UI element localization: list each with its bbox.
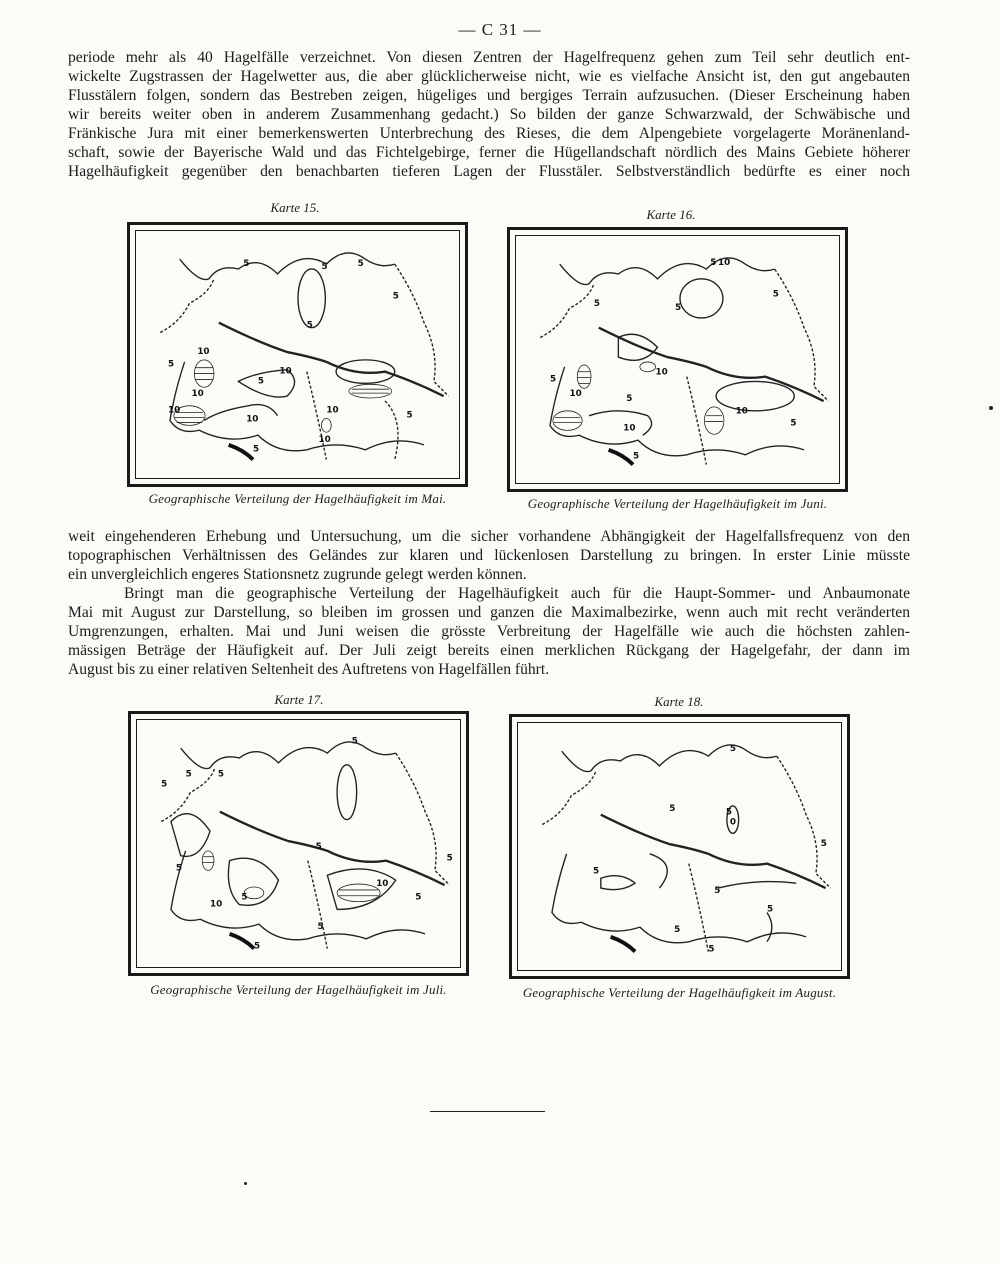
- map-drawing-16: [510, 230, 845, 489]
- map-label: 5: [306, 320, 313, 331]
- map-caption-karte-18: Geographische Verteilung der Hagelhäufigkeit im August.: [522, 985, 837, 1000]
- text-line: Bringt man die geographische Verteilung der Hagelhäufigkeit auch für die Haupt-Sommer- und Anbaumonate: [124, 585, 910, 602]
- map-label: 5: [241, 892, 248, 903]
- map-label: 10: [735, 406, 748, 417]
- map-label: 5: [406, 410, 413, 421]
- text-line: wir bereits weiter oben in anderem Zusammenhang gedacht.) So bilden der ganze Schwarzwald, der Schwäbische und: [68, 106, 910, 123]
- map-label: 5: [168, 359, 175, 370]
- map-label: 5: [790, 418, 797, 429]
- closing-rule: [430, 1111, 545, 1112]
- map-label: 5: [820, 839, 827, 850]
- text-line: periode mehr als 40 Hagelfälle verzeichnet. Von diesen Zentren der Hagelfrequenz gehen zum Teil sehr deutlich ent-: [68, 49, 910, 66]
- text-line: Fränkische Jura mit einer bemerkenswerten Unterbrechung des Rieses, die dem Alpengebiete vorgelagerte Moränenland-: [68, 125, 910, 142]
- map-label: 5: [714, 885, 721, 896]
- map-label: 5: [185, 769, 192, 780]
- map-label: 5: [549, 374, 557, 385]
- text-line: August bis zu einer relativen Seltenheit des Auftretens von Hagelfällen führt.: [68, 661, 550, 678]
- map-title-karte-15: Karte 15.: [270, 200, 320, 215]
- map-label: 5: [351, 736, 358, 747]
- map-label: 5: [175, 863, 182, 874]
- map-label: 10: [623, 423, 636, 434]
- map-caption-karte-16: Geographische Verteilung der Hagelhäufigkeit im Juni.: [527, 496, 828, 511]
- map-label: 5: [253, 444, 260, 455]
- text-line: schaft, sowie der Bayerische Wald und das Fichtelgebirge, ferner die Hügellandschaft nördlich des Mains Gebiete höherer: [68, 144, 910, 161]
- text-line: mässigen Beträge der Häufigkeit auf. Der Juli zeigt bereits einen merklichen Rückgang der Hagelgefahr, der dann im: [68, 642, 910, 659]
- map-label: 5: [633, 451, 640, 462]
- map-label: 10: [718, 258, 731, 269]
- page-number: — C 31 —: [458, 20, 542, 39]
- map-drawing-15: [130, 225, 465, 484]
- map-label: 10: [376, 879, 389, 890]
- text-line: Flusstälern folgen, sondern das Bestreben zeigen, hügeliges und bergiges Terrain aufzusuchen. (Dieser Erscheinung haben: [68, 87, 910, 104]
- map-label: 5: [321, 261, 328, 272]
- map-label: 5: [708, 944, 715, 955]
- map-label: 10: [246, 414, 259, 425]
- map-label: 5: [415, 892, 422, 903]
- map-label: 5: [710, 258, 717, 269]
- map-title-karte-17: Karte 17.: [274, 692, 324, 707]
- map-label: 10: [318, 434, 331, 445]
- map-label: 10: [326, 405, 339, 416]
- map-label: 10: [191, 389, 204, 400]
- map-label: 10: [655, 367, 668, 378]
- map-label: 5: [357, 259, 364, 270]
- map-title-karte-16: Karte 16.: [646, 207, 696, 222]
- map-label: 10: [210, 899, 223, 910]
- map-label: 5: [446, 853, 453, 864]
- map-drawing-18: [512, 717, 847, 976]
- map-label: 5: [766, 904, 774, 915]
- map-karte-15: [127, 222, 468, 487]
- map-label: 0: [729, 817, 736, 828]
- map-label: 5: [725, 807, 733, 818]
- map-label: 5: [243, 259, 250, 270]
- map-label: 10: [569, 389, 582, 400]
- map-caption-karte-15: Geographische Verteilung der Hagelhäufigkeit im Mai.: [148, 491, 447, 506]
- map-label: 5: [674, 925, 681, 936]
- map-label: 5: [669, 803, 676, 814]
- text-line: weit eingehenderen Erhebung und Untersuchung, um die sicher vorhandene Abhängigkeit der Hagelfallsfrequenz von den: [68, 528, 910, 545]
- map-label: 5: [161, 779, 168, 790]
- map-title-karte-18: Karte 18.: [654, 694, 704, 709]
- map-label: 5: [217, 769, 224, 780]
- map-label: 10: [279, 366, 292, 377]
- map-label: 5: [593, 299, 601, 310]
- map-label: 10: [197, 347, 210, 358]
- map-label: 10: [168, 405, 181, 416]
- map-label: 5: [392, 291, 399, 302]
- map-drawing-17: [131, 714, 466, 973]
- speck: [244, 1182, 247, 1185]
- text-line: ein unvergleichlich engeres Stationsnetz zugrunde gelegt werden können.: [68, 566, 527, 583]
- text-line: Mai mit August zur Darstellung, so bleiben im grossen und ganzen die Maximalbezirke, wenn auch mit recht veränderten: [68, 604, 910, 621]
- map-caption-karte-17: Geographische Verteilung der Hagelhäufigkeit im Juli.: [150, 982, 447, 997]
- map-label: 5: [315, 841, 322, 852]
- map-label: 5: [317, 922, 324, 933]
- speck: [989, 406, 993, 410]
- text-line: Hagelhäufigkeit gegenüber den benachbarten tieferen Lagen der Flusstäler. Selbstverständlich bedürfte es einer noch: [68, 163, 910, 180]
- text-line: topographischen Verhältnissen des Geländes zur klaren und lückenlosen Darstellung zu bringen. In erster Linie müsste: [68, 547, 910, 564]
- map-label: 5: [729, 744, 736, 755]
- text-line: wickelte Zugstrassen der Hagelwetter aus, die aber glücklicherweise nicht, wie es vielfache Ansicht ist, den gut angebauten: [68, 68, 910, 85]
- map-label: 5: [593, 866, 600, 877]
- map-label: 5: [772, 289, 779, 300]
- map-label: 5: [626, 394, 633, 405]
- map-label: 5: [257, 376, 265, 387]
- text-line: Umgrenzungen, erhalten. Mai und Juni weisen die grösste Verbreitung der Hagelfälle wie auch die höchsten zahlen-: [68, 623, 910, 640]
- map-karte-17: [128, 711, 469, 976]
- map-label: 5: [675, 303, 682, 314]
- map-karte-18: [509, 714, 850, 979]
- map-karte-16: [507, 227, 848, 492]
- map-label: 5: [254, 941, 261, 952]
